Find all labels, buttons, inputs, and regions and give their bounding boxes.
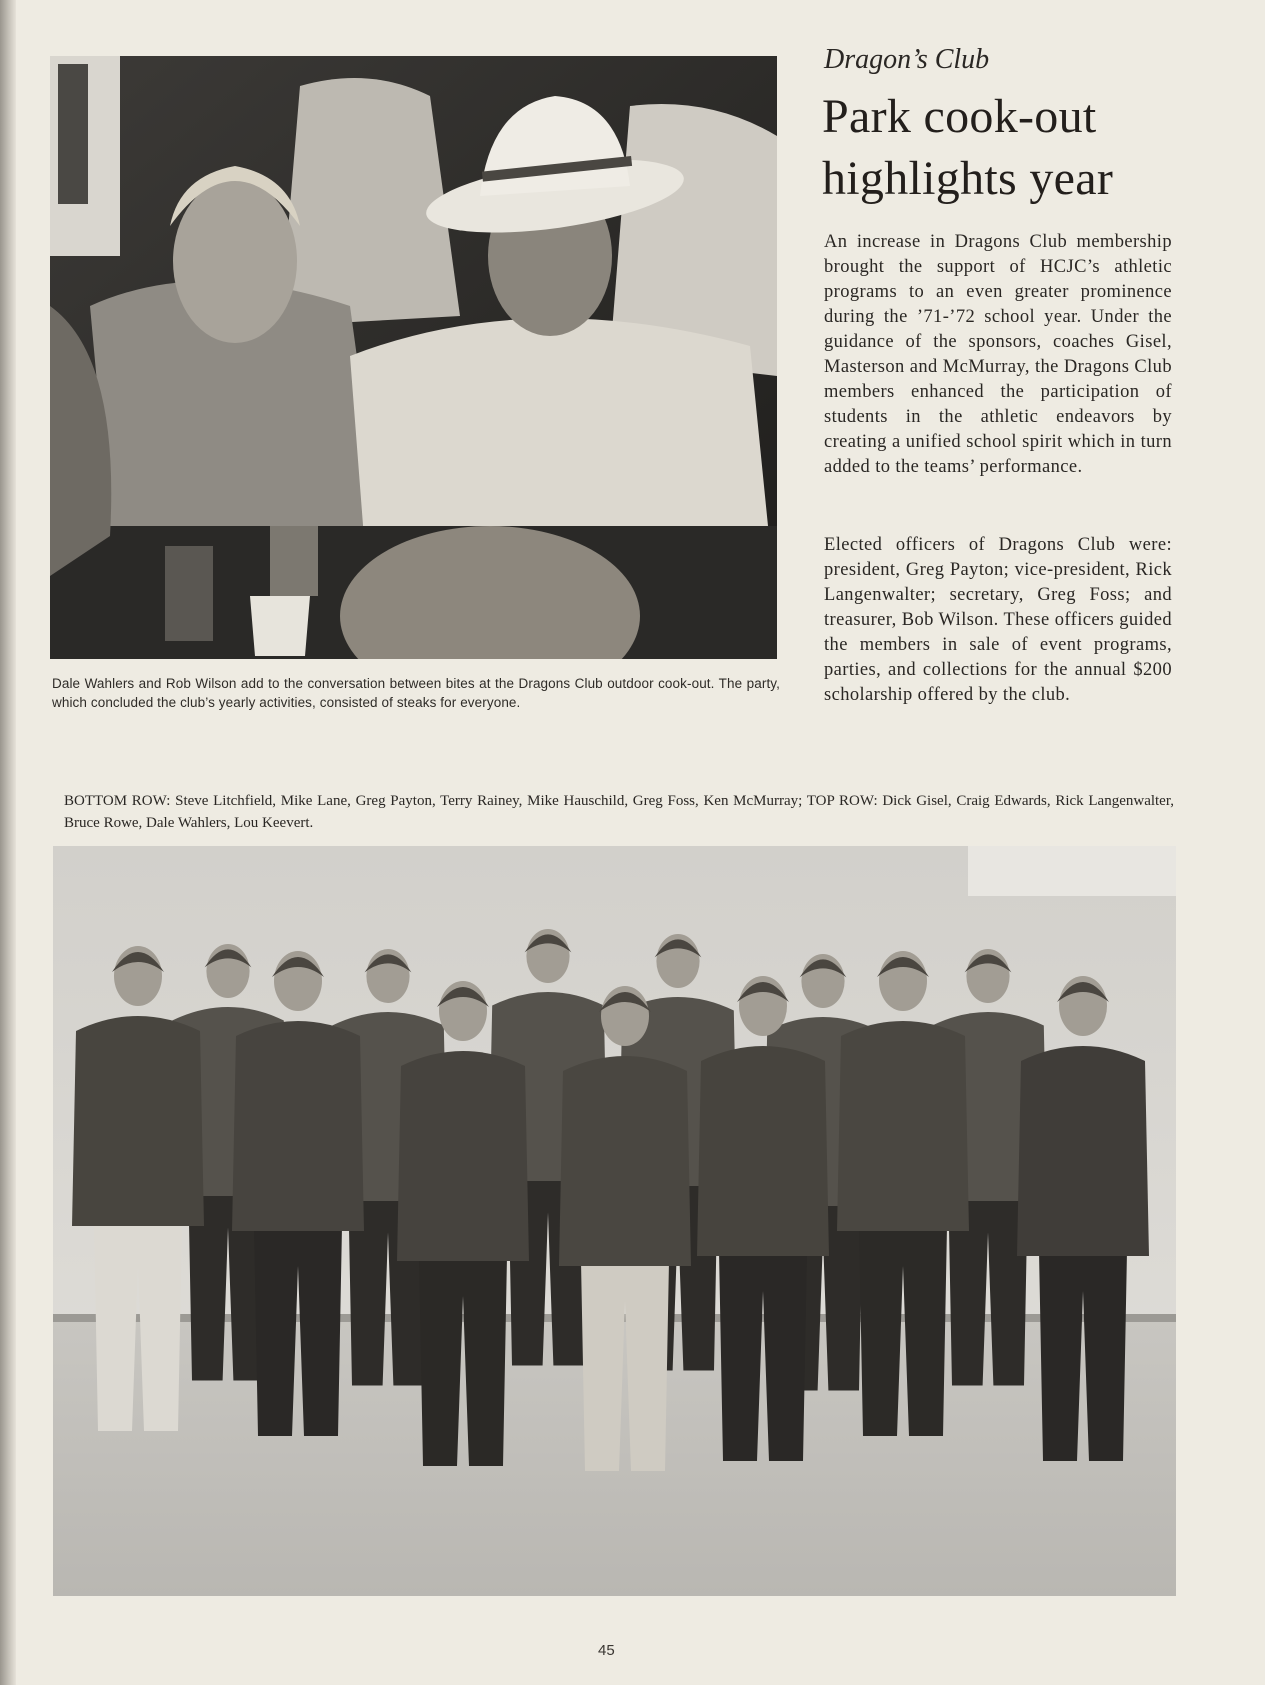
cookout-photo <box>50 56 777 659</box>
section-label: Dragon’s Club <box>824 44 990 75</box>
body-paragraph-1: An increase in Dragons Club membership brought the support of HCJC’s athletic programs to an even greater prominence during the ’71-’72 school year. Under the guidance of the sponsors, coaches Gisel, Masterson and McMurray, the Dragons Club members enhanced the participation of students in the athletic endeavors by creating a unified school spirit which in turn added to the teams’ performance. <box>824 232 1172 477</box>
body-paragraph-2: Elected officers of Dragons Club were: president, Greg Payton; vice-president, Rick Langenwalter; secretary, Greg Foss; and treasurer, Bob Wilson. These officers guided the members in sale of event programs, parties, and collections for the annual $200 scholarship offered by the club. <box>824 535 1172 705</box>
cookout-photo-caption: Dale Wahlers and Rob Wilson add to the conversation between bites at the Dragons Club outdoor cook-out. The party, which concluded the club’s yearly activities, consisted of steaks for everyone. <box>52 676 780 710</box>
page-number: 45 <box>598 1642 615 1659</box>
page-title: Park cook-out highlights year <box>822 90 1114 205</box>
group-photo <box>53 846 1176 1596</box>
team-photo-caption: BOTTOM ROW: Steve Litchfield, Mike Lane, Greg Payton, Terry Rainey, Mike Hauschild, Greg Foss, Ken McMurray; TOP ROW: Dick Gisel, Craig Edwards, Rick Langenwalter, Bruce Rowe, Dale Wahlers, Lou Keevert. <box>64 793 1174 831</box>
binding-shadow <box>0 0 16 1685</box>
